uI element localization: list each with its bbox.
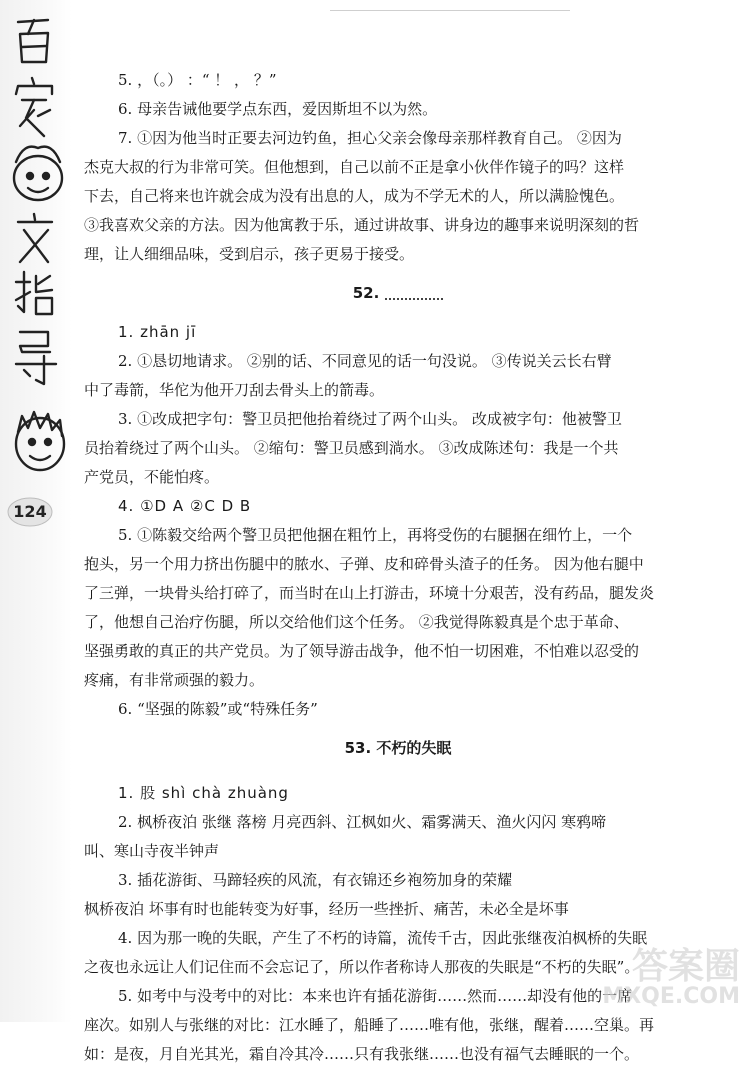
- s51-q7-line: 杰克大叔的行为非常可笑。但他想到，自己以前不正是拿小伙伴作镜子的吗？这样: [84, 158, 625, 176]
- section-52-title: 52.: [352, 284, 380, 302]
- s53-q4-line: 之夜也永远让人们记住而不会忘记了，所以作者称诗人那夜的失眠是“不朽的失眠”。: [84, 958, 640, 976]
- s52-q3-line: 员抬着绕过了两个山头。 ②缩句：警卫员感到淌水。 ③改成陈述句：我是一个共: [84, 439, 619, 457]
- s52-q2-line: 中了毒箭，华佗为他开刀刮去骨头上的箭毒。: [84, 381, 385, 399]
- s51-q7-line: 理，让人细细品味，受到启示，孩子更易于接受。: [84, 245, 415, 263]
- s51-q5: 5. ，（。） ：“ ！ ， ？”: [118, 71, 277, 89]
- section-53-heading: 53. 不朽的失眠: [344, 739, 452, 757]
- s53-q5-line: 5. 如考中与没考中的对比：本来也许有插花游街……然而……却没有他的一席: [118, 987, 633, 1005]
- s53-q5-line: 如：是夜，月自光其光，霜自冷其冷……只有我张继……也没有福气去睡眠的一个。: [84, 1045, 640, 1063]
- s51-q7-line: ③我喜欢父亲的方法。因为他寓教于乐，通过讲故事、讲身边的趣事来说明深刻的哲: [84, 216, 640, 234]
- s52-q3-line: 产党员，不能怕疼。: [84, 468, 220, 486]
- page-number-badge: [6, 494, 54, 530]
- s53-q1: 1. 股 shì chà zhuàng: [118, 784, 289, 802]
- s52-q5-line: 抱头，另一个用力挤出伤腿中的脓水、子弹、皮和碎骨头渣子的任务。 因为他右腿中: [84, 555, 644, 573]
- s53-q3-line: 3. 插花游街、马蹄轻疾的风流，有衣锦还乡袍笏加身的荣耀: [118, 871, 513, 889]
- s52-q2-line: 2. ①恳切地请求。 ②别的话、不同意见的话一句没说。 ③传说关云长右臂: [118, 352, 612, 370]
- side-title-logo: [4, 0, 72, 480]
- s52-q5-line: 了，他想自己治疗伤腿，所以交给他们这个任务。 ②我觉得陈毅真是个忠于革命、: [84, 613, 629, 631]
- s53-q3-line: 枫桥夜泊 坏事有时也能转变为好事，经历一些挫折、痛苦，未必全是坏事: [84, 900, 569, 918]
- watermark-url: MXQE.COM: [602, 984, 740, 1009]
- s53-q2-line: 叫、寒山寺夜半钟声: [84, 842, 220, 860]
- watermark-text: 答案圈: [631, 946, 740, 987]
- s51-q7-line: 下去，自己将来也许就会成为没有出息的人，成为不学无术的人，所以满脸愧色。: [84, 187, 625, 205]
- s51-q6: 6. 母亲告诫他要学点东西，爱因斯坦不以为然。: [118, 100, 438, 118]
- s52-q5-line: 了三弹，一块骨头给打碎了，而当时在山上打游击，环境十分艰苦，没有药品，腿发炎: [84, 584, 655, 602]
- s52-q6: 6. “坚强的陈毅”或“特殊任务”: [118, 700, 318, 718]
- title-blank-dots: [385, 288, 443, 300]
- s52-q5-line: 5. ①陈毅交给两个警卫员把他捆在粗竹上，再将受伤的右腿捆在细竹上，一个: [118, 526, 633, 544]
- s52-q3-line: 3. ①改成把字句：警卫员把他抬着绕过了两个山头。 改成被字句：他被警卫: [118, 410, 622, 428]
- s51-q7-line: 7. ①因为他当时正要去河边钓鱼，担心父亲会像母亲那样教育自己。 ②因为: [118, 129, 622, 147]
- s52-q5-line: 坚强勇敢的真正的共产党员。为了领导游击战争，他不怕一切困难，不怕难以忍受的: [84, 642, 640, 660]
- watermark-logo: [598, 938, 748, 1018]
- top-rule: [330, 10, 570, 11]
- page-number: 124: [13, 502, 47, 521]
- s53-q5-line: 座次。如别人与张继的对比：江水睡了，船睡了……唯有他，张继，醒着……空巢。再: [84, 1016, 655, 1034]
- s52-q5-line: 疼痛，有非常顽强的毅力。: [84, 671, 265, 689]
- s53-q4-line: 4. 因为那一晚的失眠，产生了不朽的诗篇，流传千古，因此张继夜泊枫桥的失眠: [118, 929, 648, 947]
- s53-q2-line: 2. 枫桥夜泊 张继 落榜 月亮西斜、江枫如火、霜雾满天、渔火闪闪 寒鸦啼: [118, 813, 607, 831]
- s52-q4: 4. ①D A ②C D B: [118, 497, 252, 515]
- answer-content: [84, 66, 702, 1069]
- s52-q1: 1. zhān jī: [118, 323, 197, 341]
- section-52-heading: [84, 279, 702, 308]
